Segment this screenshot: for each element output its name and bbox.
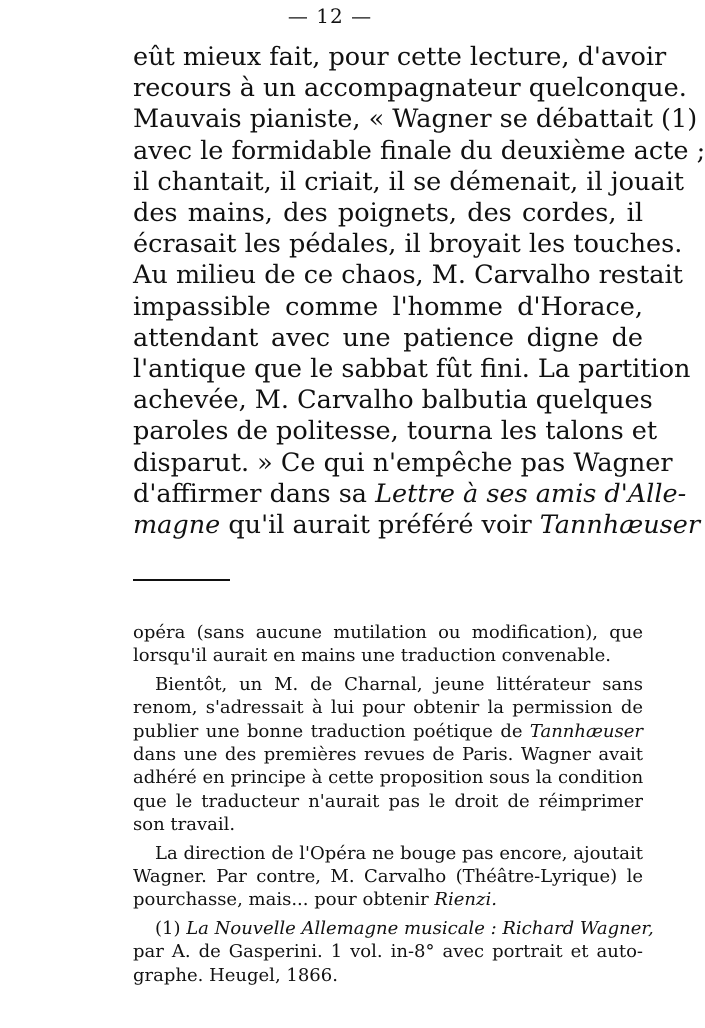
note-line (133, 888, 643, 911)
note-line: La direction de l'Opéra ne bouge pas encore, ajoutait (155, 842, 643, 864)
note-line: lorsqu'il aurait en mains une traduction convenable. (133, 645, 611, 667)
book-title-end: magne (133, 510, 221, 541)
text-line: achevée, M. Carvalho balbutia quelques (133, 385, 653, 416)
text-line: des mains, des poignets, des cordes, il (133, 198, 643, 229)
text-line: Mauvais pianiste, « Wagner se débattait (1) (133, 104, 698, 135)
text-fragment: publier une bonne traduction poétique de (133, 720, 530, 742)
note-line: opéra (sans aucune mutilation ou modification), que (133, 622, 643, 643)
note-line (133, 720, 643, 743)
text-fragment: pourchasse, mais... pour obtenir (133, 889, 435, 911)
main-text (133, 42, 705, 541)
note-line: Wagner. Par contre, M. Carvalho (Théâtre-Lyrique) le (133, 866, 643, 888)
footnote (133, 917, 654, 987)
text-line: paroles de politesse, tourna les talons et (133, 416, 658, 447)
text-line (133, 510, 701, 541)
text-line: il chantait, il criait, il se démenait, il jouait (133, 166, 685, 197)
note-line: dans une des premières revues de Paris. Wagner avait (133, 744, 643, 766)
page-number: — 12 — (287, 4, 373, 28)
text-line: l'antique que le sabbat fût fini. La partition (133, 354, 691, 385)
text-line: disparut. » Ce qui n'empêche pas Wagner (133, 447, 673, 478)
text-fragment: qu'il aurait préféré voir (220, 510, 540, 541)
journal-title: La Nouvelle Allemagne musicale : Richard Wagner, (186, 917, 654, 939)
book-title: Lettre à ses amis d'Alle- (375, 478, 687, 509)
note-paragraph (133, 842, 643, 912)
text-line: Au milieu de ce chaos, M. Carvalho restait (133, 260, 683, 291)
text-line: avec le formidable finale du deuxième acte ; (133, 135, 705, 166)
note-line: par A. de Gasperini. 1 vol. in-8° avec portrait et auto- (133, 941, 643, 963)
footnote-marker: (1) (155, 917, 187, 939)
text-line: impassible comme l'homme d'Horace, (133, 291, 643, 322)
note-line: Bientôt, un M. de Charnal, jeune littérateur sans (155, 673, 643, 695)
note-line: adhéré en principe à cette proposition sous la condition (133, 767, 644, 789)
note-line: son travail. (133, 814, 236, 836)
text-line: écrasait les pédales, il broyait les touches. (133, 229, 683, 260)
text-line: attendant avec une patience digne de (133, 322, 643, 353)
note-line: graphe. Heugel, 1866. (133, 964, 338, 986)
text-line (133, 478, 687, 510)
text-fragment: d'affirmer dans sa (133, 478, 376, 509)
notes-section (133, 621, 654, 992)
text-line: eût mieux fait, pour cette lecture, d'avoir (133, 42, 667, 72)
note-line: renom, s'adressait à lui pour obtenir la permission de (133, 697, 643, 719)
footnote-separator (133, 579, 230, 581)
opera-title: Rienzi. (434, 889, 497, 911)
note-paragraph (133, 621, 643, 668)
note-line: que le traducteur n'aurait pas le droit de réimprimer (133, 790, 643, 812)
opera-title: Tannhæuser (529, 720, 643, 742)
opera-title: Tannhæuser (539, 510, 701, 541)
text-line: recours à un accompagnateur quelconque. (133, 73, 687, 104)
note-line (133, 917, 654, 940)
note-paragraph (133, 673, 643, 837)
